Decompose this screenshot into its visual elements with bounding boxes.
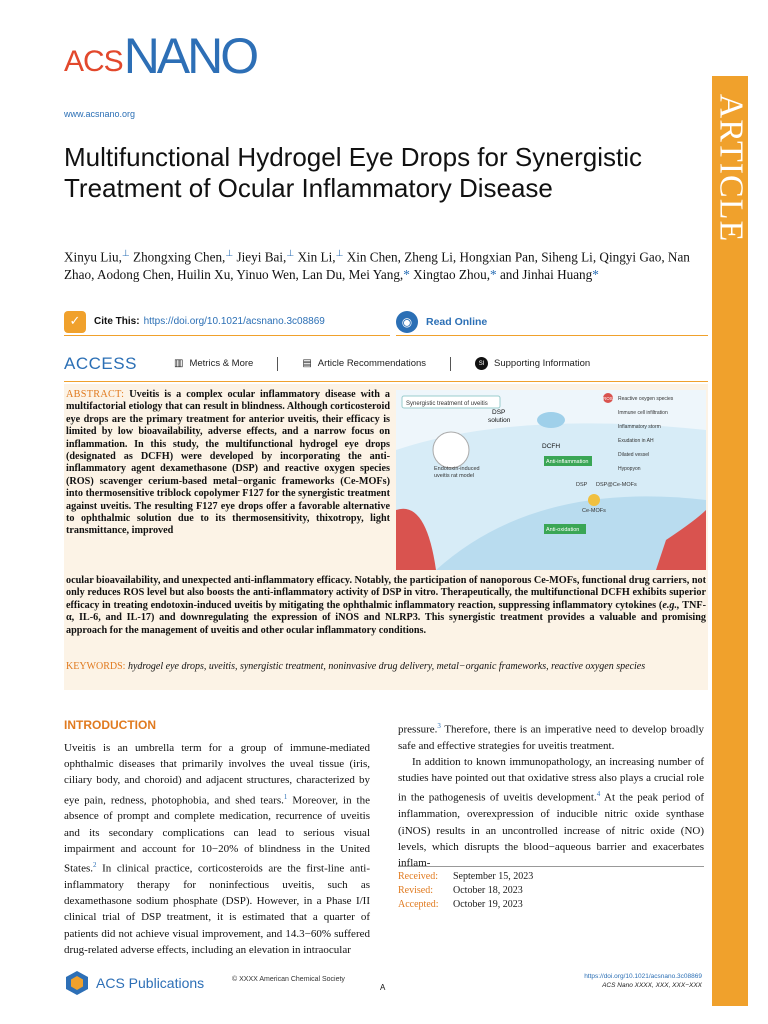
metrics-link[interactable]	[174, 358, 253, 369]
author-mark: ⊥	[225, 248, 234, 258]
article-tag: ARTICLE	[712, 93, 749, 243]
doi-link[interactable]: https://doi.org/10.1021/acsnano.3c08869	[143, 316, 325, 327]
document-icon: ▤	[302, 358, 312, 369]
svg-text:Hypopyon: Hypopyon	[618, 466, 641, 472]
journal-logo[interactable]	[64, 30, 256, 82]
author[interactable]: and Jinhai Huang	[499, 267, 593, 283]
svg-text:Ce-MOFs: Ce-MOFs	[582, 508, 606, 514]
keywords-heading: KEYWORDS:	[66, 661, 126, 672]
accepted-label: Accepted:	[398, 899, 439, 910]
footer-citation	[520, 972, 702, 990]
author[interactable]: Xin Chen, Zheng Li, Hongxian Pan, Siheng Li, Qingyi Gao, Nan Zhao, Aodong Chen, Huilin Xu, Yinuo Wen, Lan Du, Mei Yang,	[64, 249, 690, 283]
intro-heading: INTRODUCTION	[64, 718, 156, 732]
svg-text:Synergistic treatment of uveit: Synergistic treatment of uveitis	[406, 401, 488, 407]
separator	[277, 357, 278, 371]
metrics-label: Metrics & More	[189, 358, 254, 369]
paper-title: Multifunctional Hydrogel Eye Drops for Synergistic Treatment of Ocular Inflammatory Disease	[64, 142, 643, 203]
recommendations-label: Article Recommendations	[317, 358, 427, 369]
svg-text:uveitis rat model: uveitis rat model	[434, 473, 475, 479]
supporting-info-label: Supporting Information	[494, 358, 591, 369]
revised-label: Revised:	[398, 885, 433, 896]
svg-text:DSP: DSP	[492, 409, 506, 416]
logo-nano-text: NANO	[123, 28, 257, 84]
publisher-name: ACS Publications	[96, 975, 205, 991]
svg-text:solution: solution	[488, 417, 511, 424]
site-url-link[interactable]: www.acsnano.org	[64, 109, 136, 119]
ref-link[interactable]: 2	[93, 861, 97, 870]
author-mark: ⊥	[335, 248, 344, 258]
supporting-info-icon: SI	[475, 357, 488, 370]
ref-link[interactable]: 3	[437, 722, 441, 730]
author[interactable]: Xinyu Liu,	[64, 249, 122, 265]
received-date: September 15, 2023	[453, 871, 534, 882]
cite-this-box	[64, 308, 390, 336]
svg-text:Exudation in AH: Exudation in AH	[618, 438, 654, 444]
author-mark: *	[403, 267, 410, 283]
keywords-block	[66, 661, 706, 674]
intro-right-column: pressure.$^3$ Therefore, there is an imperative need to develop broadly safe and effective strategies for uveitis treatment. In addition to known immunopathology, an increasing number of studies have pointed out that oxidative stress also plays a crucial role in the pathogenesis of uveitis development.$^4$ At the peak period of inflammation, overexpression of inducible nitric oxide synthase (iNOS) results in an uncontrolled increase of nitric oxide (NO) levels, which disrupts the blood−aqueous barrier and exacerbates inflam-	[398, 722, 704, 869]
journal-reference: ACS Nano XXXX, XXX, XXX−XXX	[602, 982, 702, 989]
access-label: ACCESS	[64, 353, 137, 373]
svg-text:DSP: DSP	[576, 482, 588, 488]
cite-this-label: Cite This:	[94, 316, 140, 327]
acs-hexagon-icon	[64, 970, 90, 996]
author-list	[64, 244, 700, 284]
svg-text:Immune cell infiltration: Immune cell infiltration	[618, 410, 668, 416]
footer-doi-link[interactable]: https://doi.org/10.1021/acsnano.3c08869	[584, 973, 702, 980]
svg-text:DCFH: DCFH	[542, 443, 561, 450]
ref-link[interactable]: 4	[596, 790, 601, 799]
page-number: A	[380, 983, 386, 992]
abstract-heading: ABSTRACT:	[66, 389, 125, 400]
svg-text:DSP@Ce-MOFs: DSP@Ce-MOFs	[596, 482, 637, 488]
copyright-text: © XXXX American Chemical Society	[232, 976, 345, 983]
keywords-text: hydrogel eye drops, uveitis, synergistic treatment, noninvasive drug delivery, metal−organic frameworks, reactive oxygen species	[127, 661, 646, 672]
author-mark: ⊥	[121, 248, 130, 258]
svg-text:Inflammatory storm: Inflammatory storm	[618, 424, 661, 430]
ref-link[interactable]: 1	[283, 792, 288, 801]
toc-graphic[interactable]	[396, 390, 706, 570]
read-online-link[interactable]: Read Online	[426, 315, 488, 328]
accepted-date: October 19, 2023	[453, 899, 523, 910]
author-mark: ⊥	[286, 248, 295, 258]
supporting-info-link[interactable]	[475, 357, 590, 370]
author[interactable]: Zhongxing Chen,	[133, 249, 226, 265]
revised-date: October 18, 2023	[453, 885, 523, 896]
received-label: Received:	[398, 871, 438, 882]
access-bar	[64, 346, 708, 382]
abstract-text-part1	[66, 389, 390, 538]
history-dates	[398, 866, 704, 912]
recommendations-link[interactable]	[302, 358, 426, 369]
abstract-body: Uveitis is a complex ocular inflammatory disease with a multifactorial etiology that can result in blindness. Although corticosteroid eye drops are the primary treatment for anterior uveitis, their efficacy is limited by low bioavailability, adverse effects, and a narrow focus on inflammation. In this study, the multifunctional hydrogel eye drops (designated as DCFH) were developed by incorporating the anti-inflammatory agent dexamethasone (DSP) and reactive oxygen species (ROS) scavenger cerium-based metal−organic frameworks (Ce-MOFs) into thermosensitive triblock copolymer F127 for the synergistic treatment against uveitis. The resulting F127 eye drops offer a favorable alternative to ophthalmic solution due to its thermosensitivity, thixotropy, light transmittance, improved	[66, 389, 390, 537]
svg-text:Endotoxin-induced: Endotoxin-induced	[434, 466, 480, 472]
read-online-icon: ◉	[396, 311, 418, 333]
author-mark: *	[490, 267, 497, 283]
separator	[450, 357, 451, 371]
author-mark: *	[592, 267, 599, 283]
svg-text:Anti-inflammation: Anti-inflammation	[546, 459, 589, 465]
abstract-text-part2: ocular bioavailability, and unexpected anti-inflammatory efficacy. Notably, the participation of nanoporous Ce-MOFs, functional drug carriers, not only reduces ROS level but also boosts the anti-inflammatory activity of DSP in vitro. Therapeutically, the multifunctional DCFH exhibits superior efficacy in treating endotoxin-induced uveitis by mitigating the ophthalmic inflammatory reaction, suppressing inflammatory cytokines (e.g., TNF-α, IL-6, and IL-17) and downregulating the expression of iNOS and NLRP3. This synergistic treatment provides a valuable and promising approach for the management of uveitis and other ocular inflammatory conditions.	[66, 575, 706, 636]
author[interactable]: Xingtao Zhou,	[413, 267, 491, 283]
svg-text:Reactive oxygen species: Reactive oxygen species	[618, 396, 674, 402]
svg-text:ROS: ROS	[603, 396, 613, 401]
svg-text:Dilated vessel: Dilated vessel	[618, 452, 650, 458]
intro-left-column: Uveitis is an umbrella term for a group of immune-mediated ophthalmic diseases that primarily involves the uveal tissue (iris, ciliary body, and choroid) and adjacent structures, characterized by eye pain, redness, photophobia, and shed tears.$^1$ Moreover, in the absence of prompt and complete medication, recurrence of uveitis and its secondary complications can lead to serious visual impairment and account for 10−20% of blindness in the United States.$^2$ In clinical practice, corticosteroids are the first-line anti-inflammatory therapy for noninfectious uveitis, such as dexamethasone sodium phosphate (DSP). However, in a Phase I/II clinical trial of DSP treatment, it is estimated that a quarter of patients did not achieve visual improvement, and 14.3−60% suffered drug-related adverse effects, including an elevation in intraocular	[64, 742, 370, 956]
author[interactable]: Jieyi Bai,	[236, 249, 287, 265]
author[interactable]: Xin Li,	[297, 249, 336, 265]
svg-text:Anti-oxidation: Anti-oxidation	[546, 527, 580, 533]
checkmark-icon: ✓	[64, 311, 86, 333]
logo-acs-text: ACS	[64, 45, 123, 78]
read-online-box[interactable]	[396, 308, 708, 336]
publisher-logo[interactable]	[64, 970, 204, 996]
bar-chart-icon: ▥	[174, 358, 184, 369]
